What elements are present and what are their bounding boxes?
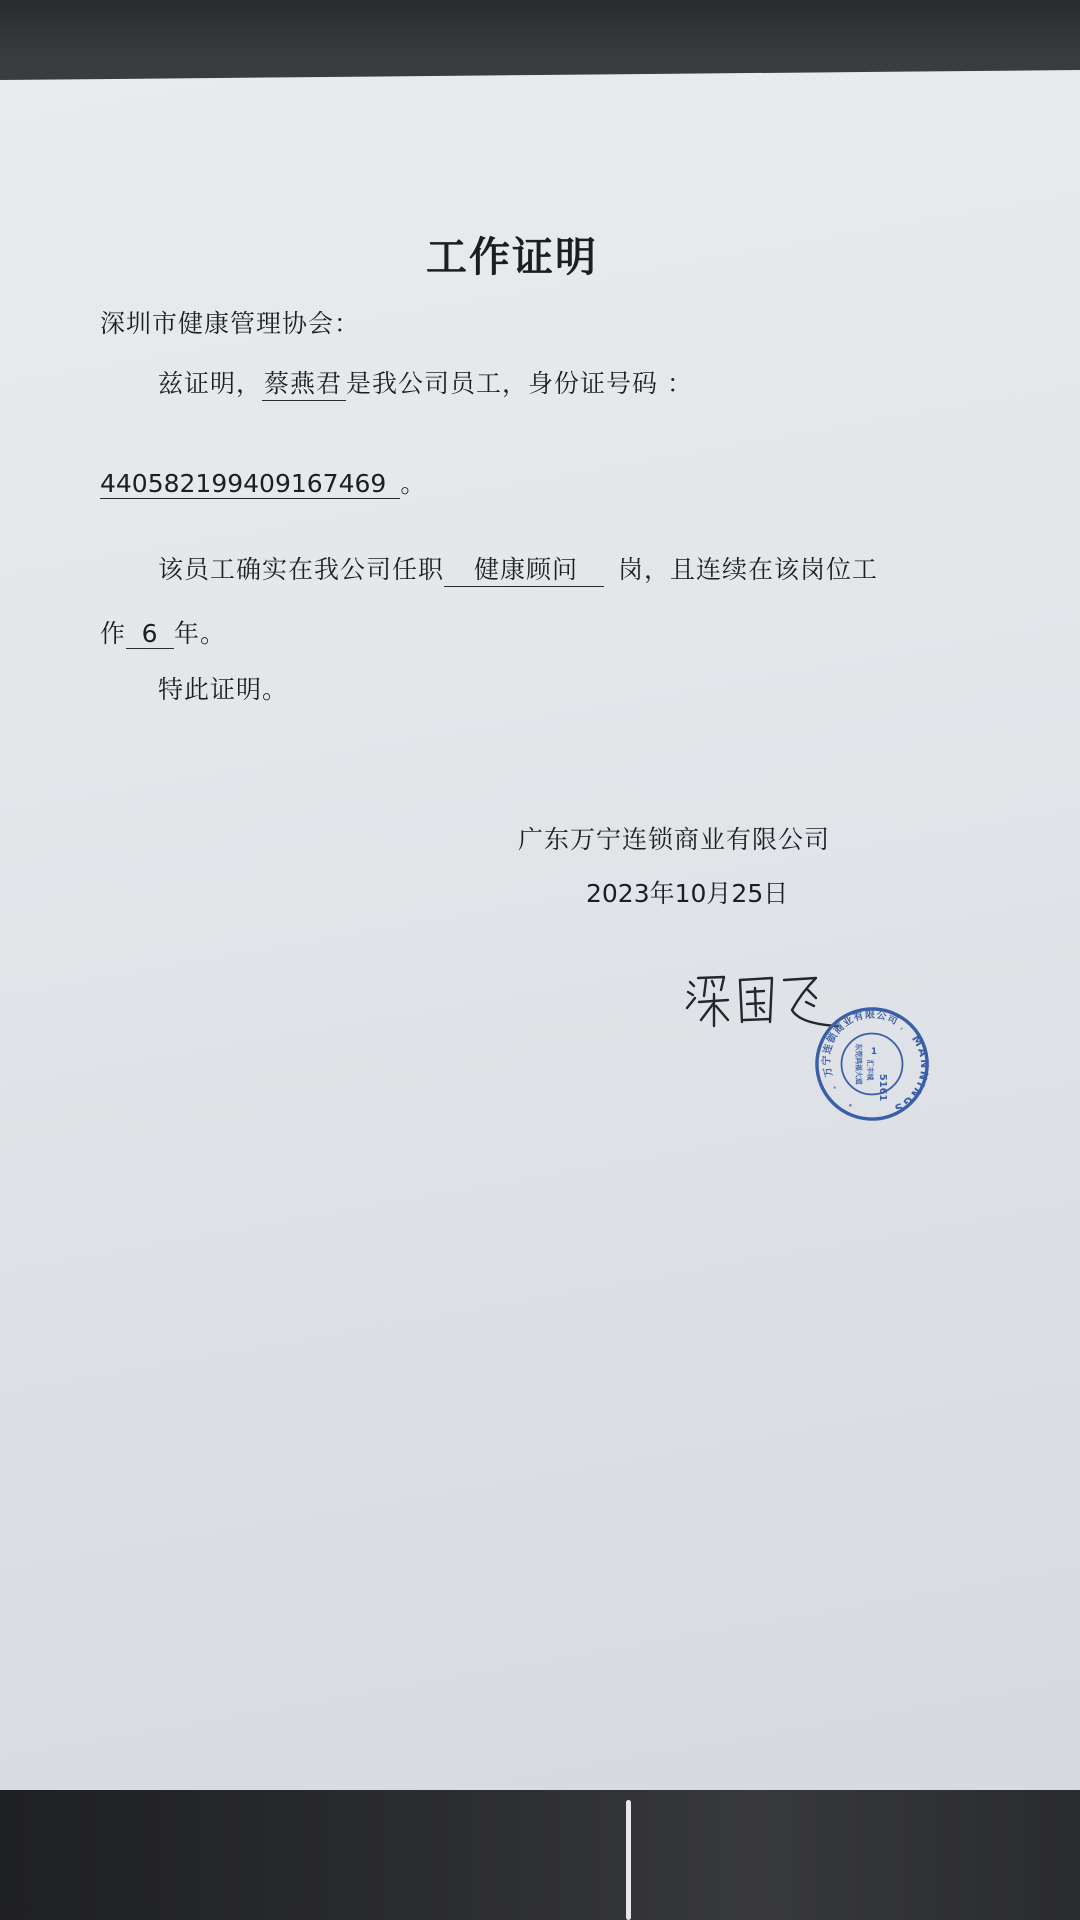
- position-prefix: 该员工确实在我公司任职: [158, 555, 445, 584]
- position-suffix: 岗，且连续在该岗位工: [618, 555, 879, 584]
- charging-cable: [626, 1800, 631, 1920]
- certify-prefix: 兹证明，: [158, 369, 263, 398]
- background-surface: [0, 1790, 1080, 1920]
- seal-inner-text-b: 汇丰城: [866, 1059, 875, 1081]
- seal-store-number-b: 5161: [876, 1073, 888, 1102]
- closing-line: [158, 670, 288, 706]
- id-suffix: 。: [400, 469, 427, 498]
- recipient: 深圳市健康管理协会：: [100, 309, 361, 338]
- position: 健康顾问: [444, 550, 604, 587]
- document-title: 工作证明: [426, 233, 598, 281]
- document-date: 2023年10月25日: [586, 879, 789, 908]
- id-number: 440582199409167469: [100, 469, 400, 499]
- seal-store-number-a: 1: [870, 1047, 878, 1058]
- years-line: [100, 614, 226, 650]
- seal-inner-text-a: 东莞鸿福大道: [854, 1043, 863, 1085]
- closing: 特此证明。: [158, 675, 289, 704]
- recipient-line: [100, 304, 360, 340]
- certify-line: [158, 364, 693, 401]
- seal-outer-text: 万宁连锁商业有限公司: [821, 1009, 900, 1078]
- company-name: 广东万宁连锁商业有限公司: [518, 825, 831, 854]
- id-line: [100, 464, 426, 500]
- years-suffix: 年。: [174, 619, 227, 648]
- years-prefix: 作: [100, 619, 127, 648]
- company-seal: [813, 1005, 931, 1123]
- employee-name: 蔡燕君: [262, 364, 346, 401]
- certify-suffix: 是我公司员工，身份证号码 ：: [346, 369, 693, 398]
- position-line: [158, 550, 878, 587]
- seal-brand-text: MANNINGS: [890, 1032, 931, 1116]
- years: 6: [126, 619, 174, 649]
